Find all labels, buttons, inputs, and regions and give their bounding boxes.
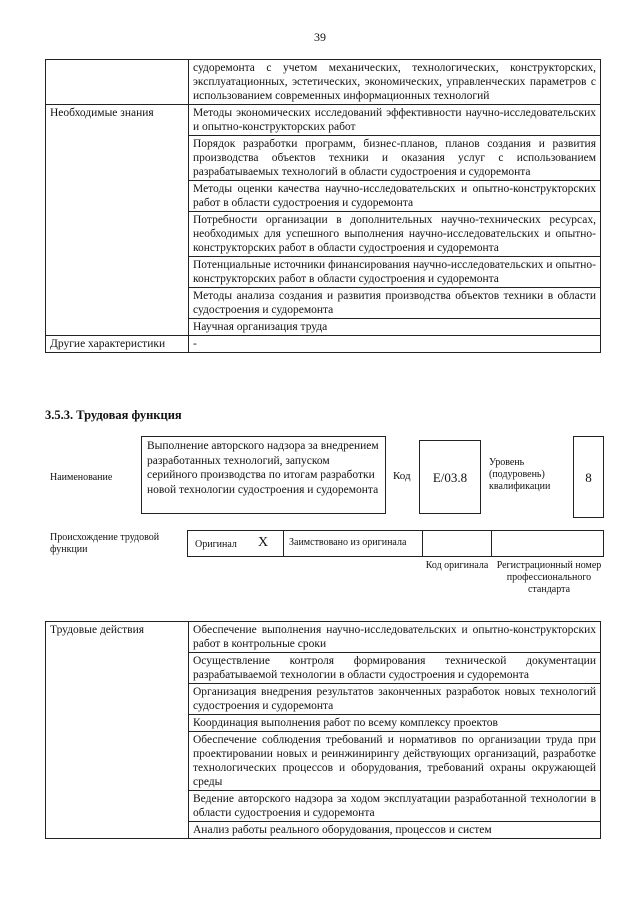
table-cell: Координация выполнения работ по всему комплексу проектов [189, 715, 601, 732]
page-number: 39 [314, 30, 326, 44]
table-cell: Анализ работы реального оборудования, процессов и систем [189, 822, 601, 839]
table-cell: Порядок разработки программ, бизнес-планов, планов создания и развития производства объектов техники и оказания услуг с использованием разрабатываемых технологий в области судостроения и судоремонта [189, 136, 601, 181]
function-code: E/03.8 [419, 440, 481, 514]
table-cell: Обеспечение соблюдения требований и нормативов по организации труда при проектировании новых и реинжинирингу действующих организаций, разработке технологических процессов и оборудования, требований охраны окружающей среды [189, 732, 601, 791]
name-label: Наименование [50, 472, 113, 483]
table-cell: Осуществление контроля формирования технической документации разрабатываемой технологии в области судостроения и судоремонта [189, 653, 601, 684]
table-cell: Потенциальные источники финансирования научно-исследовательских и опытно-конструкторских работ в области судостроения и судоремонта [189, 257, 601, 288]
table-cell: Научная организация труда [189, 319, 601, 336]
section-title: 3.5.3. Трудовая функция [45, 408, 182, 422]
table-cell: Потребности организации в дополнительных научно-технических ресурсах, необходимых для успешного выполнения научно-исследовательских и опытно-конструкторских работ в области судостроения и судоремонта [189, 212, 601, 257]
table-row [46, 336, 601, 353]
qualification-level: 8 [573, 436, 604, 518]
borrowed-box [283, 530, 423, 557]
table-cell: Обеспечение выполнения научно-исследовательских и опытно-конструкторских работ в контрольные сроки [189, 622, 601, 653]
original-box [187, 530, 284, 557]
code-label: Код [393, 470, 411, 482]
table-cell: Организация внедрения результатов законченных разработок новых технологий судостроения и судоремонта [189, 684, 601, 715]
table-cell: Методы анализа создания и развития производства объектов техники в области судостроения и судоремонта [189, 288, 601, 319]
table-cell: Методы экономических исследований эффективности научно-исследовательских и опытно-конструкторских работ [189, 105, 601, 136]
knowledge-table [45, 59, 601, 353]
borrowed-label: Заимствовано из оригинала [289, 537, 407, 548]
original-label: Оригинал [195, 539, 237, 550]
row-label: Другие характеристики [46, 336, 189, 353]
row-label: Необходимые знания [46, 105, 189, 336]
reg-number-box [491, 530, 604, 557]
code-original-box [422, 530, 492, 557]
function-name: Выполнение авторского надзора за внедрением разработанных технологий, запуском серийного производства по итогам разработки новой технологии судостроения и судоремонта [141, 436, 386, 514]
table-cell: Методы оценки качества научно-исследовательских и опытно-конструкторских работ в области судостроения и судоремонта [189, 181, 601, 212]
table-row [46, 60, 601, 105]
table-cell: Ведение авторского надзора за ходом эксплуатации разработанной технологии в области судостроения и судоремонта [189, 791, 601, 822]
reg-number-caption: Регистрационный номер профессионального стандарта [496, 560, 602, 595]
code-original-caption: Код оригинала [425, 560, 489, 571]
row-label [46, 60, 189, 105]
labor-actions-table [45, 621, 601, 839]
row-label: Трудовые действия [46, 622, 189, 839]
table-cell: - [189, 336, 601, 353]
table-row [46, 105, 601, 136]
table-cell: судоремонта с учетом механических, технологических, конструкторских, эксплуатационных, эстетических, экономических, управленческих параметров с использованием современных информационных технологий [189, 60, 601, 105]
level-label: Уровень (подуровень) квалификации [489, 457, 551, 492]
table-row [46, 622, 601, 653]
original-mark: X [258, 535, 269, 550]
origin-label: Происхождение трудовой функции [50, 532, 160, 555]
